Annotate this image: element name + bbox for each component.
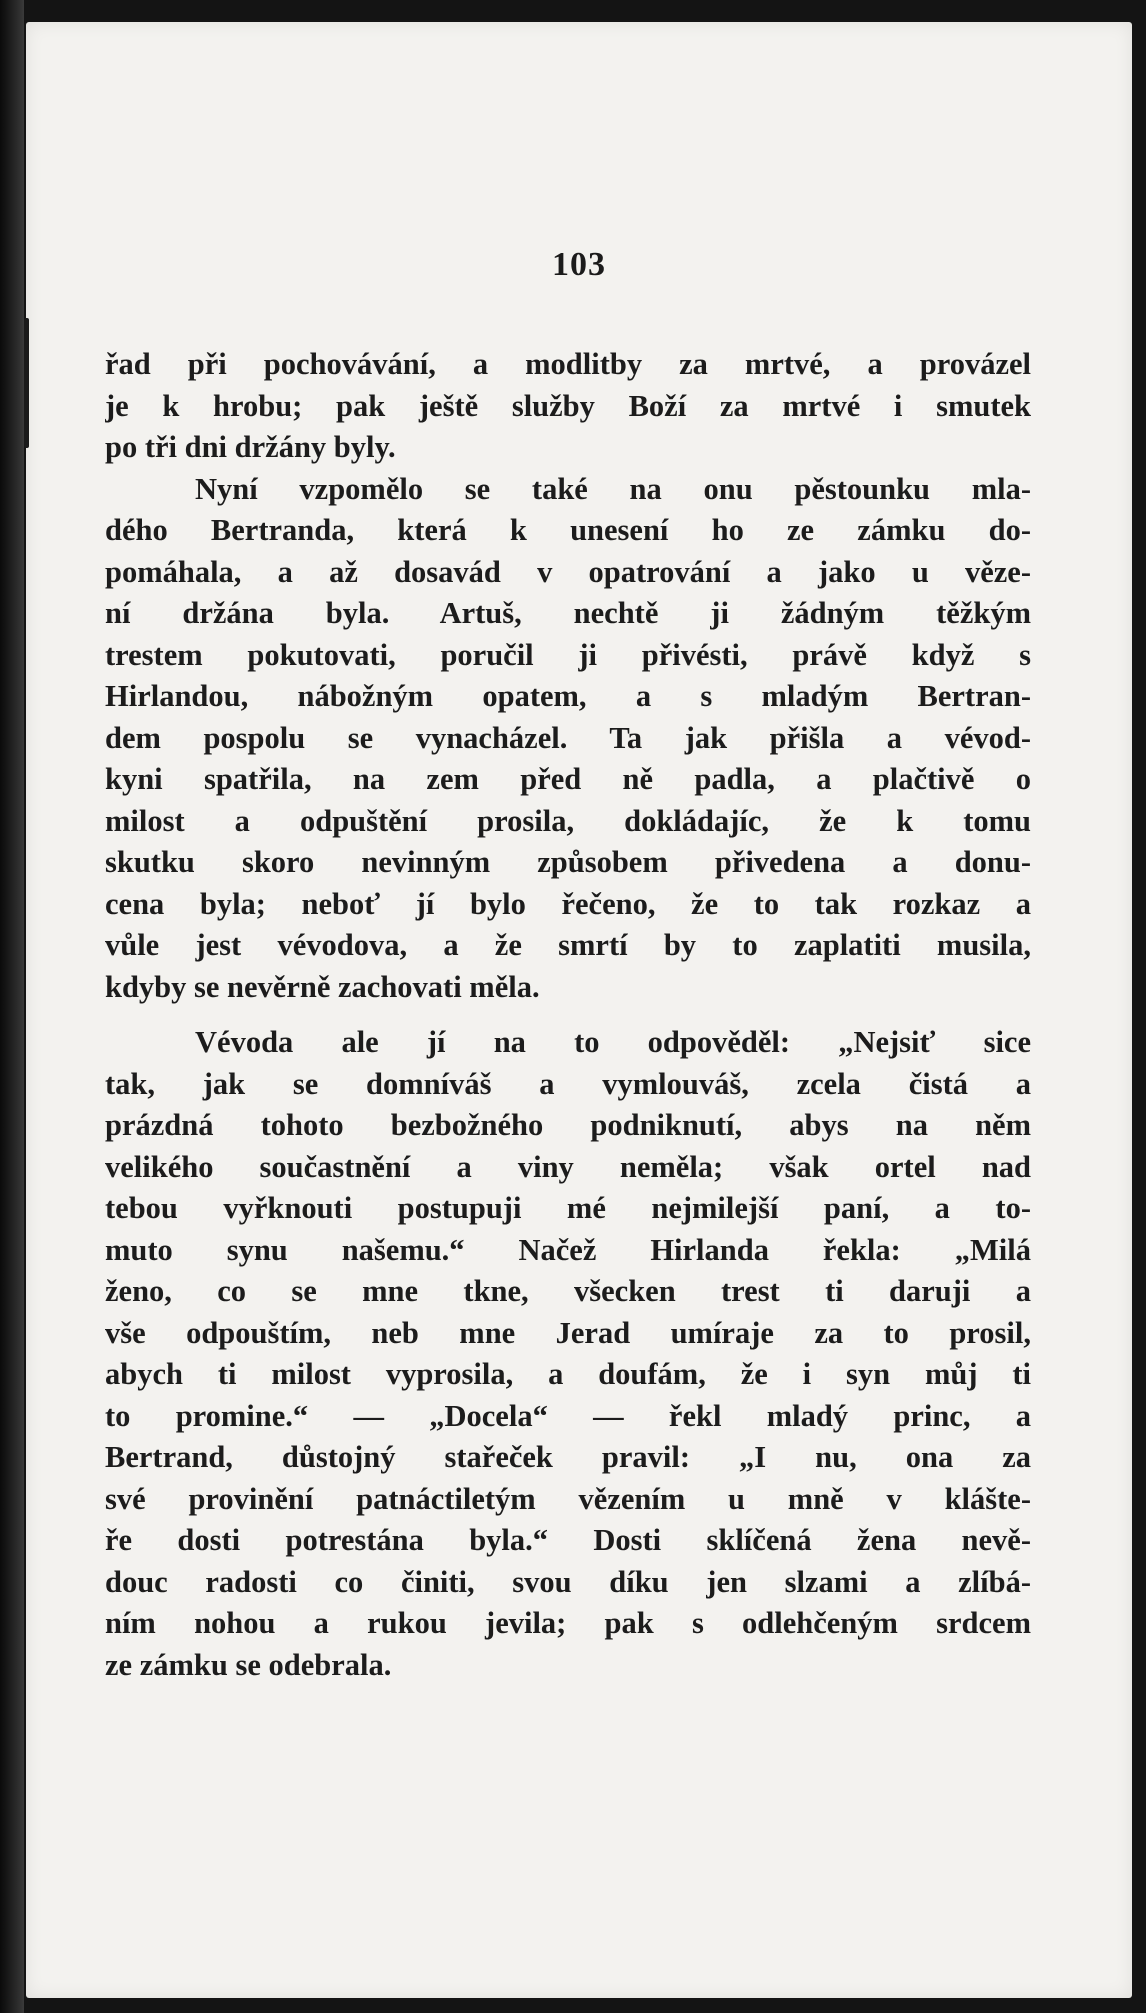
binding-mark: [24, 318, 29, 448]
text-line: pomáhala, a až dosavád v opatrování a jako u věze-: [105, 554, 1031, 589]
text-line: řad při pochovávání, a modlitby za mrtvé, a provázel: [105, 347, 1031, 381]
text-line: muto synu našemu.“ Načež Hirlanda řekla: „Milá: [105, 1232, 1031, 1267]
text-line: vůle jest vévodova, a že smrtí by to zaplatiti musila,: [105, 928, 1031, 962]
text-line: je k hrobu; pak ještě služby Boží za mrtvé i smutek: [105, 388, 1031, 423]
text-line: Vévoda ale jí na to odpověděl: „Nejsiť sice: [195, 1025, 1031, 1059]
text-line: své provinění patnáctiletým vězením u mně v klášte-: [105, 1481, 1031, 1516]
text-line: kdyby se nevěrně zachovati měla.: [105, 969, 540, 1004]
text-line: cena byla; neboť jí bylo řečeno, že to tak rozkaz a: [105, 886, 1031, 921]
text-line: ře dosti potrestána byla.“ Dosti sklíčená žena nevě-: [105, 1523, 1031, 1557]
text-line: ní držána byla. Artuš, nechtě ji žádným těžkým: [105, 596, 1031, 630]
text-line: dem pospolu se vynacházel. Ta jak přišla a vévod-: [105, 720, 1031, 755]
book-page: [26, 22, 1132, 1998]
text-line: velikého součastnění a viny neměla; však ortel nad: [105, 1149, 1031, 1184]
text-line: dého Bertranda, která k unesení ho ze zámku do-: [105, 513, 1031, 547]
text-line: tebou vyřknouti postupuji mé nejmilejší paní, a to-: [105, 1191, 1031, 1225]
text-line: trestem pokutovati, poručil ji přivésti, právě když s: [105, 637, 1031, 672]
page-number: 103: [552, 246, 606, 283]
text-line: prázdná tohoto bezbožného podniknutí, abys na něm: [105, 1108, 1031, 1142]
text-line: douc radosti co činiti, svou díku jen slzami a zlíbá-: [105, 1564, 1031, 1599]
scan-left-shadow: [0, 0, 24, 2013]
page-text: [105, 344, 1031, 1686]
text-line: ze zámku se odebrala.: [105, 1647, 392, 1682]
text-line: kyni spatřila, na zem před ně padla, a plačtivě o: [105, 762, 1031, 796]
text-line: tak, jak se domníváš a vymlouváš, zcela čistá a: [105, 1066, 1031, 1101]
text-line: ženo, co se mne tkne, všecken trest ti daruji a: [105, 1274, 1031, 1308]
paragraph-gap: [105, 1008, 1031, 1022]
text-line: abych ti milost vyprosila, a doufám, že i syn můj ti: [105, 1357, 1031, 1391]
text-line: milost a odpuštění prosila, dokládajíc, že k tomu: [105, 803, 1031, 838]
text-line: po tři dni držány byly.: [105, 430, 396, 464]
text-line: to promine.“ — „Docela“ — řekl mladý princ, a: [105, 1398, 1031, 1433]
text-line: Bertrand, důstojný stařeček pravil: „I nu, ona za: [105, 1440, 1031, 1474]
text-line: ním nohou a rukou jevila; pak s odlehčeným srdcem: [105, 1606, 1031, 1640]
text-line: Hirlandou, nábožným opatem, a s mladým Bertran-: [105, 679, 1031, 713]
text-line: skutku skoro nevinným způsobem přivedena a donu-: [105, 845, 1031, 879]
text-line: vše odpouštím, neb mne Jerad umíraje za to prosil,: [105, 1315, 1031, 1350]
text-line: Nyní vzpomělo se také na onu pěstounku mla-: [195, 471, 1031, 506]
